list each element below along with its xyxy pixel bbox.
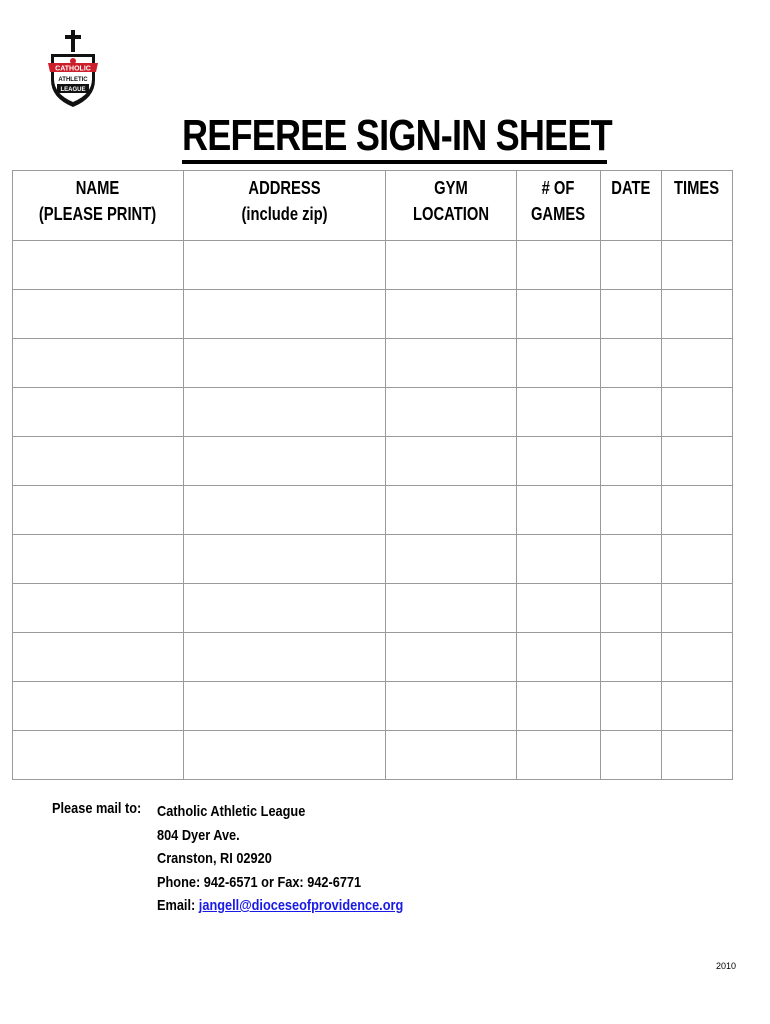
table-row [13,241,733,290]
cell-date[interactable] [601,290,662,339]
cell-times[interactable] [662,486,733,535]
mail-phone-fax: Phone: 942-6571 or Fax: 942-6771 [157,873,362,891]
cell-date[interactable] [601,584,662,633]
cell-times[interactable] [662,339,733,388]
cell-date[interactable] [601,486,662,535]
table-row [13,731,733,780]
cell-times[interactable] [662,584,733,633]
cell-gym-location[interactable] [386,584,517,633]
logo-text-bottom: LEAGUE [60,87,86,93]
cell-address[interactable] [184,339,386,388]
cell-times[interactable] [662,682,733,731]
cell-date[interactable] [601,388,662,437]
cell-gym-location[interactable] [386,633,517,682]
cell-address[interactable] [184,731,386,780]
cell-times[interactable] [662,241,733,290]
cell-date[interactable] [601,535,662,584]
mail-email-line [157,894,403,918]
cell-name[interactable] [13,290,184,339]
column-header-num-games: # OF GAMES [517,171,601,241]
table-row [13,388,733,437]
cell-address[interactable] [184,535,386,584]
cell-gym-location[interactable] [386,437,517,486]
cell-num-games[interactable] [517,486,601,535]
cell-num-games[interactable] [517,584,601,633]
table-row [13,339,733,388]
mail-city: Cranston, RI 02920 [157,850,272,867]
cell-name[interactable] [13,339,184,388]
cell-address[interactable] [184,290,386,339]
cell-gym-location[interactable] [386,290,517,339]
cell-address[interactable] [184,486,386,535]
cell-num-games[interactable] [517,290,601,339]
page-title: REFEREE SIGN-IN SHEET [182,111,612,160]
table-row [13,486,733,535]
table-row [13,535,733,584]
cell-date[interactable] [601,633,662,682]
table-row [13,584,733,633]
cell-name[interactable] [13,241,184,290]
footer-year: 2010 [716,961,737,971]
cell-name[interactable] [13,633,184,682]
mail-org: Catholic Athletic League [157,803,306,820]
cell-times[interactable] [662,731,733,780]
mail-to-label: Please mail to: [52,800,142,817]
cell-gym-location[interactable] [386,731,517,780]
cell-address[interactable] [184,584,386,633]
email-link[interactable]: jangell@dioceseofprovidence.org [198,897,404,914]
logo-text-mid: ATHLETIC [58,77,88,83]
cell-name[interactable] [13,486,184,535]
table-row [13,437,733,486]
title-underline [182,160,607,164]
cell-date[interactable] [601,339,662,388]
cell-num-games[interactable] [517,437,601,486]
cell-gym-location[interactable] [386,682,517,731]
cell-num-games[interactable] [517,241,601,290]
cell-num-games[interactable] [517,535,601,584]
cell-address[interactable] [184,241,386,290]
cell-times[interactable] [662,535,733,584]
cell-gym-location[interactable] [386,339,517,388]
cell-gym-location[interactable] [386,241,517,290]
cell-date[interactable] [601,437,662,486]
table-row [13,290,733,339]
mail-street: 804 Dyer Ave. [157,826,240,844]
cell-num-games[interactable] [517,388,601,437]
cell-address[interactable] [184,388,386,437]
cell-times[interactable] [662,437,733,486]
cell-name[interactable] [13,535,184,584]
cell-name[interactable] [13,584,184,633]
cell-gym-location[interactable] [386,388,517,437]
sign-in-table [12,170,733,780]
cell-address[interactable] [184,437,386,486]
cell-num-games[interactable] [517,633,601,682]
email-label: Email: [157,897,199,914]
table-body [13,241,733,780]
logo-text-top: CATHOLIC [55,65,91,73]
catholic-league-logo [46,30,100,108]
cell-times[interactable] [662,388,733,437]
cell-times[interactable] [662,633,733,682]
column-header-date: DATE [601,171,662,241]
table-header-row [13,171,733,241]
cell-address[interactable] [184,633,386,682]
column-header-address: ADDRESS (include zip) [184,171,386,241]
cell-date[interactable] [601,241,662,290]
cell-num-games[interactable] [517,682,601,731]
table-row [13,633,733,682]
cell-address[interactable] [184,682,386,731]
column-header-times: TIMES [662,171,733,241]
column-header-gym-location: GYM LOCATION [386,171,517,241]
table-row [13,682,733,731]
cell-num-games[interactable] [517,339,601,388]
cell-gym-location[interactable] [386,486,517,535]
cell-name[interactable] [13,731,184,780]
column-header-name: NAME (PLEASE PRINT) [13,171,184,241]
cell-gym-location[interactable] [386,535,517,584]
cell-date[interactable] [601,682,662,731]
cell-name[interactable] [13,388,184,437]
cell-name[interactable] [13,682,184,731]
cell-num-games[interactable] [517,731,601,780]
cell-name[interactable] [13,437,184,486]
cell-times[interactable] [662,290,733,339]
mailing-address [157,800,403,918]
cell-date[interactable] [601,731,662,780]
